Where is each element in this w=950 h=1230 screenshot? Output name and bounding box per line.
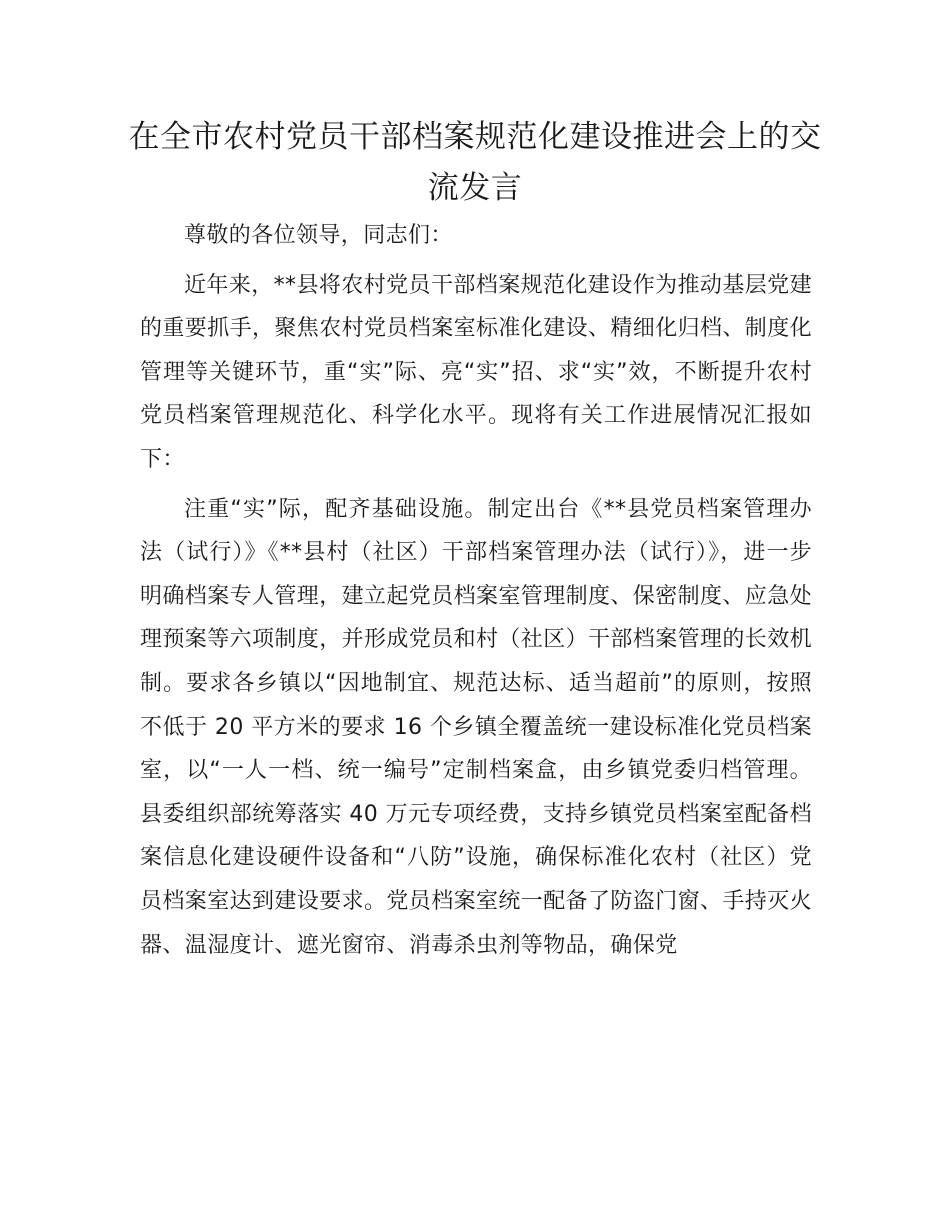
document-body: [140, 214, 812, 967]
paragraph-infrastructure: 注重“实”际，配齐基础设施。制定出台《**县党员档案管理办法（试行）》《**县村（社区）干部档案管理办法（试行）》，进一步明确档案专人管理，建立起党员档案室管理制度、保密制度、应急处理预案等六项制度，并形成党员和村（社区）干部档案管理的长效机制。要求各乡镇以“因地制宜、规范达标、适当超前”的原则，按照不低于 20 平方米的要求 16 个乡镇全覆盖统一建设标准化党员档案室，以“一人一档、统一编号”定制档案盒，由乡镇党委归档管理。县委组织部统筹落实 40 万元专项经费，支持乡镇党员档案室配备档案信息化建设硬件设备和“八防”设施，确保标准化农村（社区）党员档案室达到建设要求。党员档案室统一配备了防盗门窗、手持灭火器、温湿度计、遮光窗帘、消毒杀虫剂等物品，确保党: [140, 496, 813, 958]
paragraph-intro: 近年来，**县将农村党员干部档案规范化建设作为推动基层党建的重要抓手，聚焦农村党员档案室标准化建设、精细化归档、制度化管理等关键环节，重“实”际、亮“实”招、求“实”效，不断提升农村党员档案管理规范化、科学化水平。现将有关工作进展情况汇报如下：: [140, 272, 813, 472]
salutation: 尊敬的各位领导，同志们：: [184, 223, 453, 248]
document-title: 在全市农村党员干部档案规范化建设推进会上的交流发言: [128, 119, 822, 206]
